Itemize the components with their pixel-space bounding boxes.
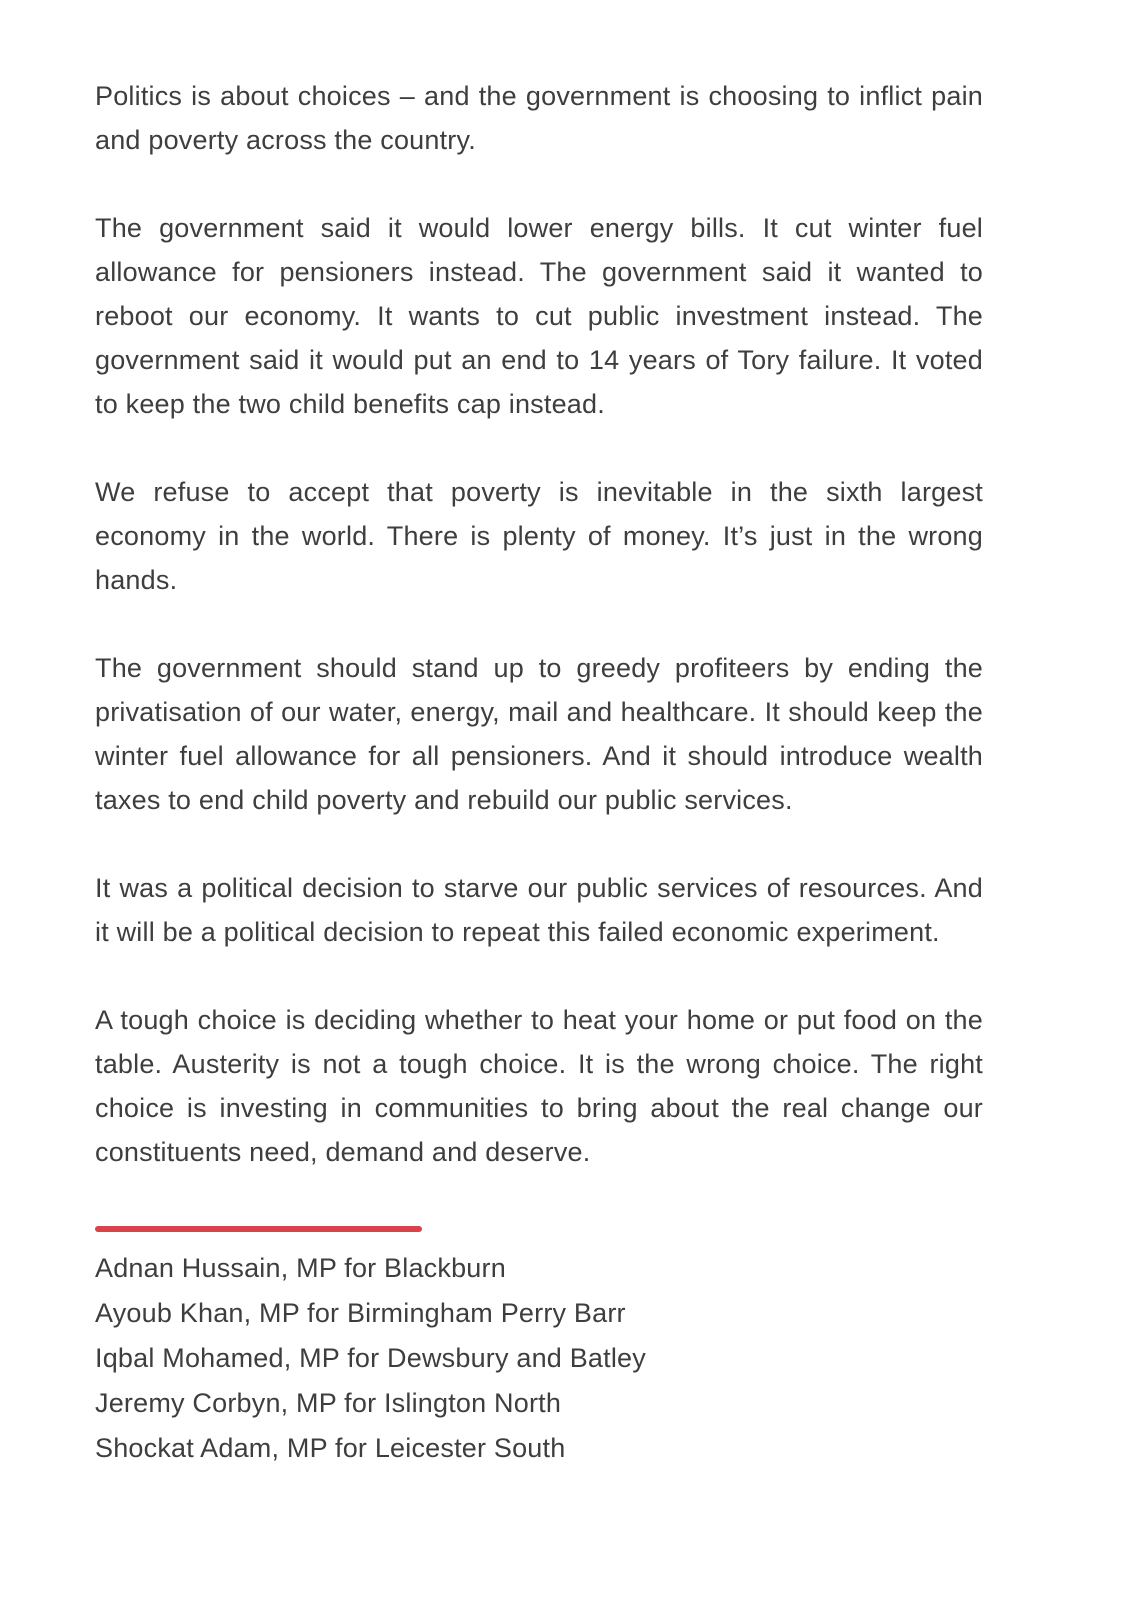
- signature-line-1: Adnan Hussain, MP for Blackburn: [95, 1253, 506, 1283]
- paragraph-4: The government should stand up to greedy profiteers by ending the privatisation of our water, energy, mail and healthcare. It should keep the winter fuel allowance for all pensioners. And it should introduce wealth taxes to end child poverty and rebuild our public services.: [95, 653, 983, 815]
- letter-body: [95, 74, 983, 1471]
- signature-line-3: Iqbal Mohamed, MP for Dewsbury and Batley: [95, 1343, 646, 1373]
- signature-line-4: Jeremy Corbyn, MP for Islington North: [95, 1388, 562, 1418]
- signature-line-2: Ayoub Khan, MP for Birmingham Perry Barr: [95, 1298, 626, 1328]
- paragraph-1: Politics is about choices – and the government is choosing to inflict pain and poverty across the country.: [95, 81, 983, 155]
- signature-divider-rule: [95, 1226, 422, 1232]
- paragraph-2: The government said it would lower energy bills. It cut winter fuel allowance for pensioners instead. The government said it wanted to reboot our economy. It wants to cut public investment instead. The government said it would put an end to 14 years of Tory failure. It voted to keep the two child benefits cap instead.: [95, 213, 983, 419]
- signature-line-5: Shockat Adam, MP for Leicester South: [95, 1433, 566, 1463]
- paragraph-5: It was a political decision to starve our public services of resources. And it will be a political decision to repeat this failed economic experiment.: [95, 873, 983, 947]
- paragraph-3: We refuse to accept that poverty is inevitable in the sixth largest economy in the world. There is plenty of money. It’s just in the wrong hands.: [95, 477, 983, 595]
- signature-list: [95, 1246, 983, 1471]
- paragraph-6: A tough choice is deciding whether to heat your home or put food on the table. Austerity is not a tough choice. It is the wrong choice. The right choice is investing in communities to bring about the real change our constituents need, demand and deserve.: [95, 1005, 983, 1167]
